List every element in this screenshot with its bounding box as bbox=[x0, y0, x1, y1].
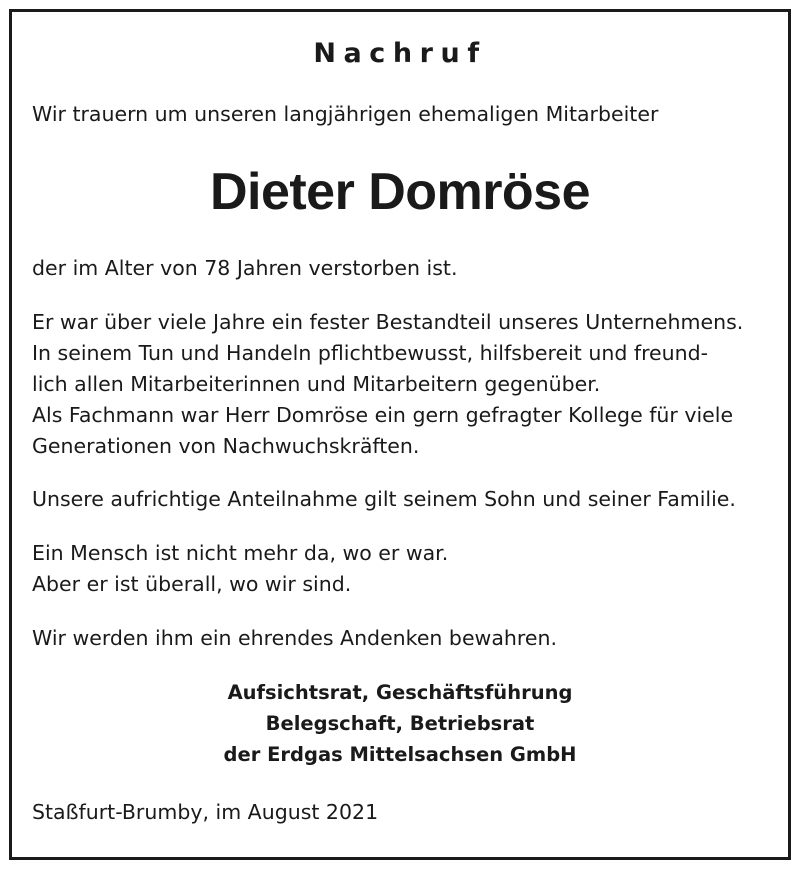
place-date: Staßfurt-Brumby, im August 2021 bbox=[32, 800, 379, 824]
deceased-name: Dieter Domröse bbox=[210, 163, 590, 221]
signatory-line: der Erdgas Mittelsachsen GmbH bbox=[223, 743, 577, 766]
paragraph-line: Generationen von Nachwuchskräften. bbox=[32, 434, 420, 458]
quote-line: Aber er ist überall, wo wir sind. bbox=[32, 572, 352, 596]
age-line: der im Alter von 78 Jahren verstorben ist. bbox=[32, 256, 458, 280]
paragraph-line: lich allen Mitarbeiterinnen und Mitarbeitern gegenüber. bbox=[32, 372, 601, 396]
signatory-line: Aufsichtsrat, Geschäftsführung bbox=[227, 681, 573, 704]
paragraph-line: In seinem Tun und Handeln pflichtbewusst, hilfsbereit und freund- bbox=[32, 341, 709, 365]
quote-line: Ein Mensch ist nicht mehr da, wo er war. bbox=[32, 541, 449, 565]
paragraph-line: Als Fachmann war Herr Domröse ein gern gefragter Kollege für viele bbox=[32, 403, 734, 427]
signatory-line: Belegschaft, Betriebsrat bbox=[265, 712, 535, 735]
intro-text: Wir trauern um unseren langjährigen ehemaligen Mitarbeiter bbox=[32, 102, 659, 126]
condolence-text: Unsere aufrichtige Anteilnahme gilt seinem Sohn und seiner Familie. bbox=[32, 487, 736, 511]
remembrance-text: Wir werden ihm ein ehrendes Andenken bewahren. bbox=[32, 626, 557, 650]
paragraph-line: Er war über viele Jahre ein fester Bestandteil unseres Unternehmens. bbox=[32, 310, 744, 334]
notice-title: Nachruf bbox=[313, 38, 487, 69]
